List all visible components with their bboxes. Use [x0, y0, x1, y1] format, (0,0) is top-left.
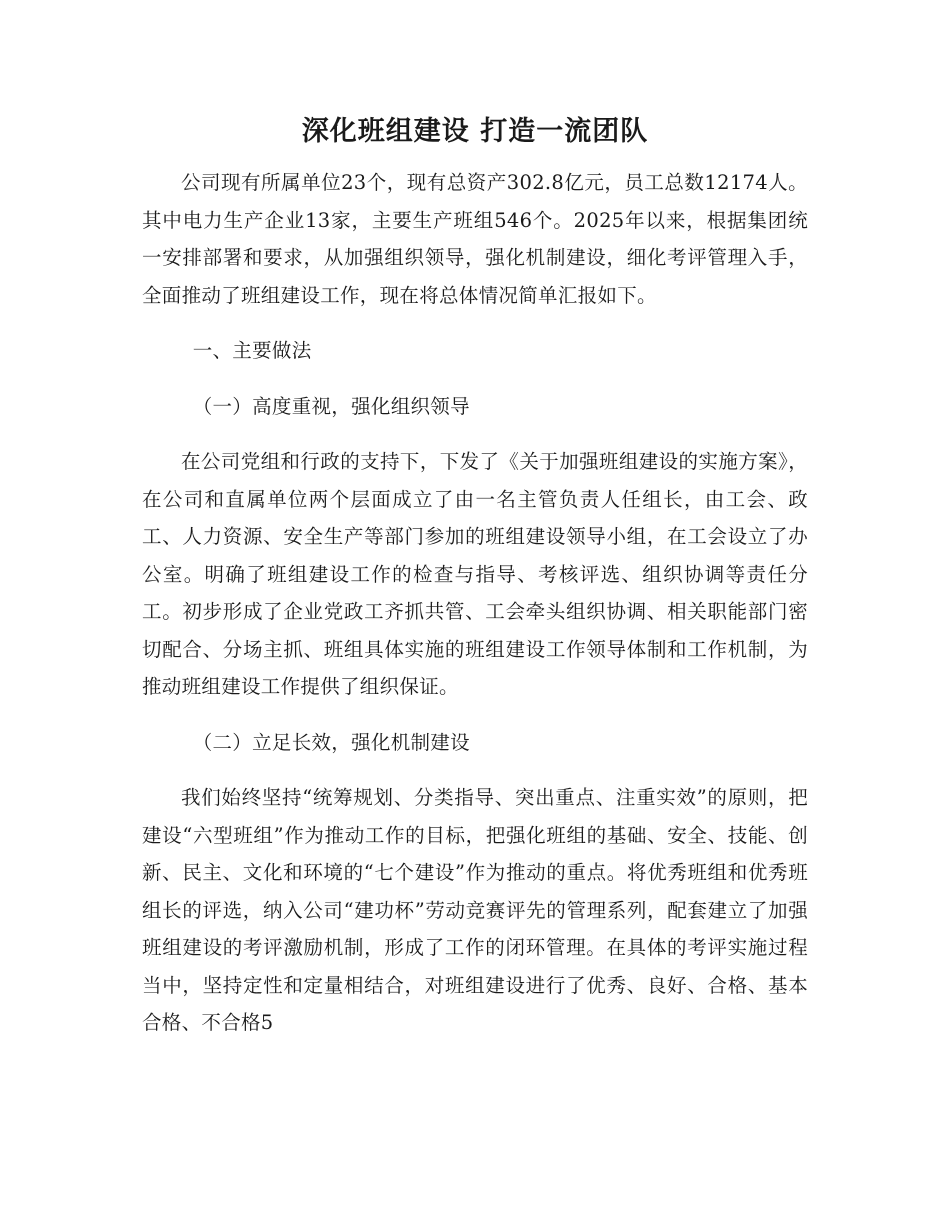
mechanism-paragraph: 我们始终坚持“统筹规划、分类指导、突出重点、注重实效”的原则，把建设“六型班组”作为推动工作的目标，把强化班组的基础、安全、技能、创新、民主、文化和环境的“七个建设”作为推动的重点。将优秀班组和优秀班组长的评选，纳入公司“建功杯”劳动竞赛评先的管理系列，配套建立了加强班组建设的考评激励机制，形成了工作的闭环管理。在具体的考评实施过程当中，坚持定性和定量相结合，对班组建设进行了优秀、良好、合格、基本合格、不合格5 [142, 786, 808, 1034]
organization-paragraph: 在公司党组和行政的支持下，下发了《关于加强班组建设的实施方案》，在公司和直属单位两个层面成立了由一名主管负责人任组长，由工会、政工、人力资源、安全生产等部门参加的班组建设领导小组，在工会设立了办公室。明确了班组建设工作的检查与指导、考核评选、组织协调等责任分工。初步形成了企业党政工齐抓共管、工会牵头组织协调、相关职能部门密切配合、分场主抓、班组具体实施的班组建设工作领导体制和工作机制，为推动班组建设工作提供了组织保证。 [142, 450, 808, 698]
subsection-heading-mechanism: （二）立足长效，强化机制建设 [192, 730, 470, 754]
paragraph-gap [142, 761, 808, 779]
section-heading-main-practices: 一、主要做法 [192, 339, 312, 362]
document-title: 深化班组建设 打造一流团队 [301, 116, 649, 147]
paragraph-gap [142, 314, 808, 332]
paragraph-gap [142, 706, 808, 724]
intro-paragraph: 公司现有所属单位23个，现有总资产302.8亿元，员工总数12174人。其中电力生产企业13家，主要生产班组546个。2025年以来，根据集团统一安排部署和要求，从加强组织领导，强化机制建设，细化考评管理入手，全面推动了班组建设工作，现在将总体情况简单汇报如下。 [142, 171, 808, 307]
paragraph-gap [142, 370, 808, 388]
paragraph-gap [142, 425, 808, 443]
subsection-heading-organization: （一）高度重视，强化组织领导 [192, 394, 470, 418]
document-body [142, 164, 808, 1042]
